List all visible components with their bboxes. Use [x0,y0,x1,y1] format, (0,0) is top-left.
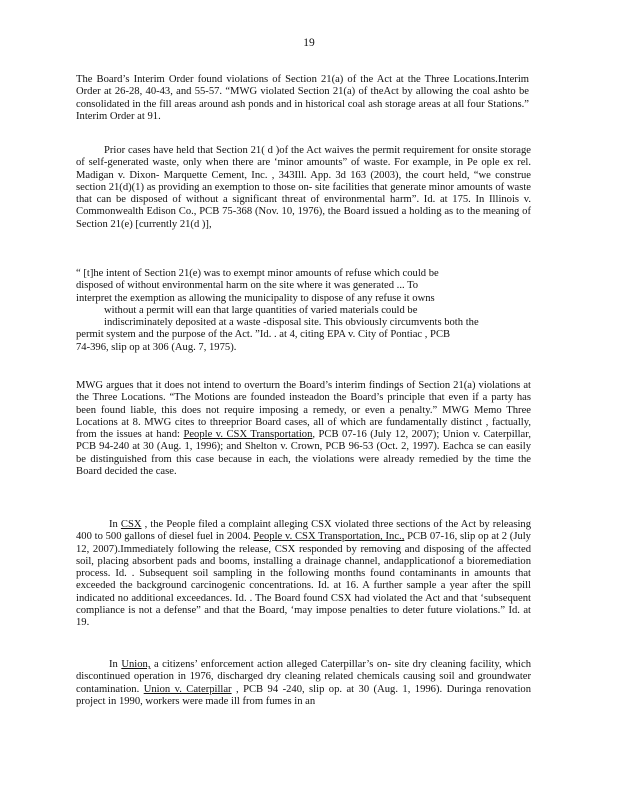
paragraph-text: In [109,659,122,670]
case-link-union-v-caterpillar[interactable]: Union v. Caterpillar [143,683,232,695]
case-link-people-v-csx[interactable]: People v. CSX Transportation [183,429,313,441]
paragraph-csx-case [76,519,531,630]
quote-line: indiscriminately deposited at a waste -disposal site. This obviously circumvents both the [104,317,479,329]
paragraph-interim-order: The Board’s Interim Order found violations of Section 21(a) of the Act at the Three Locations.Interim Order at 26-28, 40-43, and 55-57. “MWG violated Section 21(a) of theAct by allowing the coal ashto be consolidated in the fill areas around ash ponds and in historical coal ash storage areas at all four Stations.” Interim Order at 91. [76,74,529,122]
paragraph-union-case [76,659,531,708]
quote-line: disposed of without environmental harm on the site where it was generated ... To [76,280,419,292]
case-link-csx[interactable]: CSX [120,519,142,530]
quote-line: without a permit will ean that large quantities of varied materials could be [104,304,418,316]
paragraph-text: , the People filed a complaint alleging CSX violated three sections of the Act by releasing 400 to 500 gallons of diesel fuel in 2004. [76,519,531,543]
paragraph-mwg-argues [76,380,531,478]
quote-line: permit system and the purpose of the Act. ”Id. . at 4, citing EPA v. City of Pontiac , PCB [76,329,451,341]
quote-line: 74-396, slip op at 306 (Aug. 7, 1975). [76,341,237,353]
case-link-union[interactable]: Union, [121,659,151,670]
page-number: 19 [303,37,315,49]
block-quote [76,268,531,354]
quote-line: interpret the exemption as allowing the municipality to dispose of any refuse it owns [76,292,435,304]
paragraph-prior-cases: Prior cases have held that Section 21( d )of the Act waives the permit requirement for onsite storage of self-generated waste, only when there are ‘minor amounts” of waste. For example, in Pe ople ex rel. Madigan v. Dixon- Marquette Cement, Inc. , 343Ill. App. 3d 163 (2003), the court held, “we construe section 21(d)(1) as providing an exemption to those on- site facilities that generate minor amounts of waste that can be disposed of without a significant threat of environmental harm”. Id. at 175. In Illinois v. Commonwealth Edison Co., PCB 75-368 (Nov. 10, 1976), the Board issued a holding as to the meaning of Section 21(e) [currently 21(d )], [76,145,531,230]
paragraph-text: PCB 07-16, slip op at 2 (July 12, 2007).Immediately following the release, CSX responded by removing and disposing of the affected soil, placing absorbent pads and booms, installing a drainage channel, andapplicationof a bioremediation process. Id. . Subsequent soil sampling in the following months found contaminants in amounts that exceeded the background carcinogenic concentrations. Id. at 16. A further sample a year after the spill indicated no additional exceedances. Id. . The Board found CSX had violated the Act and that ‘subsequent compliance is not a defense” and that the Board, ‘may impose penalties to deter future violations.” Id. at 19. [76,531,531,629]
paragraph-text: , PCB 07-16 (July 12, 2007); Union v. Caterpillar, PCB 94-240 at 30 (Aug. 1, 1996); and Shelton v. Crown, PCB 96-53 (Oct. 2, 1997). Eachca se can easily be distinguished from this case because in each, the violations were already remedied by the time the Board decided the case. [76,429,531,478]
quote-line: “ [t]he intent of Section 21(e) was to exempt minor amounts of refuse which could be [76,268,439,279]
paragraph-text: MWG argues that it does not intend to overturn the Board’s interim findings of Section 21(a) violations at the Three Locations. “The Motions are founded insteadon the Board’s principle that even if a party has been found liable, this does not require imposing a remedy, or even a penalty.” MWG Memo Three Locations at 8. MWG cites to threeprior Board cases, all of which are fundamentally distinct , factually, from the issues at hand: [76,380,531,441]
paragraph-text: , PCB 94 -240, slip op. at 30 (Aug. 1, 1996). Duringa renovation project in 1990, workers were made ill from fumes in an [76,683,532,707]
case-link-people-v-csx-inc[interactable]: People v. CSX Transportation, Inc., [253,531,405,543]
paragraph-text: a citizens’ enforcement action alleged Caterpillar’s on- site dry cleaning facility, which discontinued operation in 1976, discharged dry cleaning related chemicals causing soil and groundwater contamination. [76,659,531,695]
paragraph-text: In [109,519,121,530]
